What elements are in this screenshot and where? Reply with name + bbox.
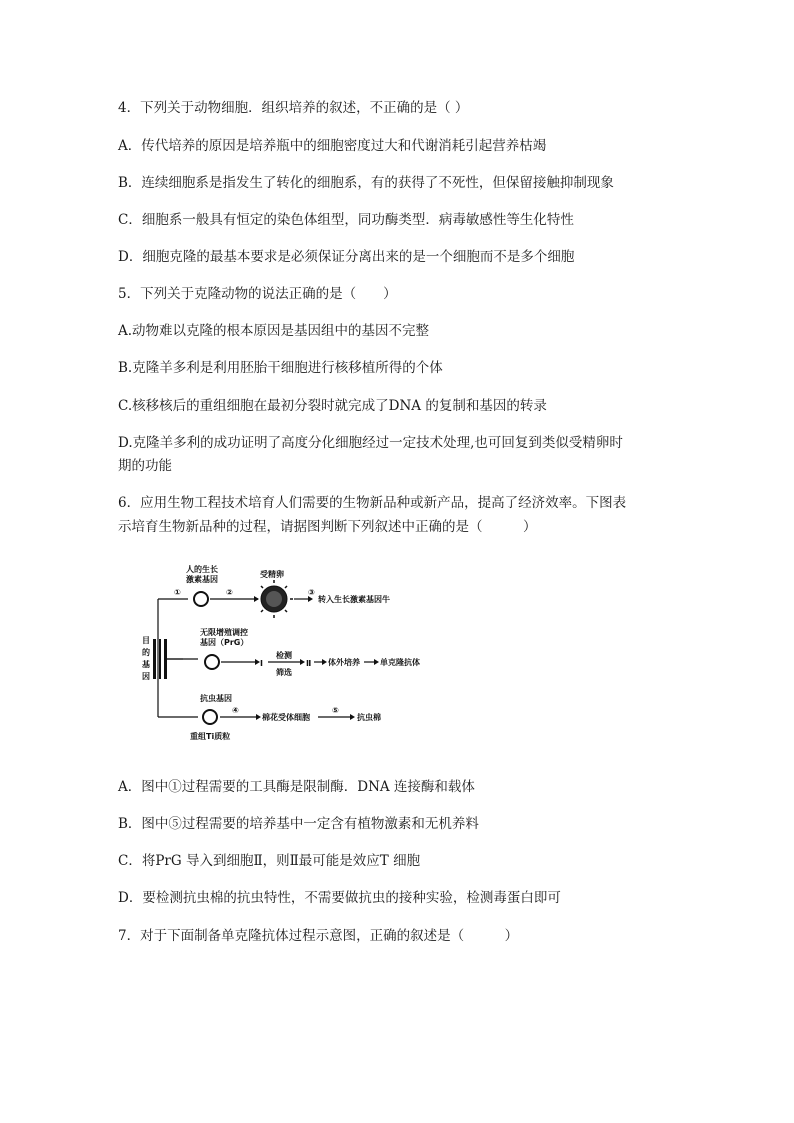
detect-label-2: 筛选 bbox=[276, 668, 292, 677]
q5-option-b: B.克隆羊多利是利用胚胎干细胞进行核移植所得的个体 bbox=[118, 360, 443, 376]
cotton-cell-label: 棉花受体细胞 bbox=[262, 713, 310, 722]
culture-label: 体外培养 bbox=[328, 658, 360, 667]
q6-option-b: B．图中⑤过程需要的培养基中一定含有植物激素和无机养料 bbox=[118, 816, 479, 832]
step-4-label: ④ bbox=[232, 706, 239, 715]
dna-fragment-bar-3 bbox=[164, 639, 167, 679]
prg-gene-label-1: 无限增殖调控 bbox=[200, 628, 248, 637]
arrow-step-4-head bbox=[256, 714, 261, 720]
q6-stem-line1: 6．应用生物工程技术培育人们需要的生物新品种或新产品，提高了经济效率。下图表 bbox=[118, 495, 627, 511]
step-1-label: ① bbox=[174, 588, 181, 597]
q6-option-a: A．图中①过程需要的工具酶是限制酶．DNA 连接酶和载体 bbox=[118, 779, 475, 795]
step-5-label: ⑤ bbox=[332, 706, 339, 715]
dna-fragment-bar-2 bbox=[159, 639, 161, 679]
arrow-to-mab-head bbox=[374, 659, 379, 665]
target-gene-char-4: 因 bbox=[142, 672, 150, 681]
gh-gene-label-1: 人的生长 bbox=[186, 565, 218, 574]
q5-stem: 5．下列关于克隆动物的说法正确的是（ ） bbox=[118, 286, 397, 302]
q4-stem: 4．下列关于动物细胞．组织培养的叙述，不正确的是（ ） bbox=[118, 100, 469, 116]
target-gene-char-1: 目 bbox=[142, 636, 150, 645]
q4-option-b: B．连续细胞系是指发生了转化的细胞系，有的获得了不死性，但保留接触抑制现象 bbox=[118, 175, 614, 191]
dna-fragment-bar-1 bbox=[153, 639, 156, 679]
fertilized-egg-nucleus bbox=[266, 591, 282, 607]
q7-stem: 7．对于下面制备单克隆抗体过程示意图，正确的叙述是（ ） bbox=[118, 928, 519, 944]
step-2-label: ② bbox=[226, 588, 233, 597]
bt-cotton-label: 抗虫棉 bbox=[357, 713, 381, 722]
q6-option-c: C．将PrG 导入到细胞Ⅱ，则Ⅱ最可能是效应T 细胞 bbox=[118, 853, 421, 869]
fertilized-egg-label: 受精卵 bbox=[260, 570, 284, 579]
prg-plasmid-icon bbox=[205, 655, 219, 669]
transgenic-cow-label: 转入生长激素基因牛 bbox=[318, 595, 390, 604]
ti-plasmid-icon bbox=[203, 710, 217, 724]
arrow-step-5-head bbox=[350, 714, 355, 720]
q6-option-d: D．要检测抗虫棉的抗虫特性，不需要做抗虫的接种实验，检测毒蛋白即可 bbox=[118, 890, 561, 906]
prg-gene-label-2: 基因（PrG） bbox=[200, 638, 249, 647]
q5-option-d-line2: 期的功能 bbox=[118, 458, 172, 474]
gh-plasmid-icon bbox=[194, 592, 208, 606]
q5-option-a: A.动物难以克隆的根本原因是基因组中的基因不完整 bbox=[118, 323, 430, 339]
target-gene-char-3: 基 bbox=[142, 660, 150, 669]
q6-stem-line2: 示培育生物新品种的过程，请据图判断下列叙述中正确的是（ ） bbox=[118, 519, 537, 535]
detect-label-1: 检测 bbox=[276, 651, 292, 660]
arrow-to-culture-head bbox=[322, 659, 327, 665]
breeding-process-diagram bbox=[138, 563, 438, 743]
cell-i-label: Ⅰ bbox=[260, 659, 263, 668]
q4-option-c: C．细胞系一般具有恒定的染色体组型，同功酶类型．病毒敏感性等生化特性 bbox=[118, 212, 574, 228]
mab-label: 单克隆抗体 bbox=[380, 658, 420, 667]
gh-gene-label-2: 激素基因 bbox=[186, 575, 218, 584]
cell-ii-label: Ⅱ bbox=[306, 659, 312, 668]
q5-option-d-line1: D.克隆羊多利的成功证明了高度分化细胞经过一定技术处理,也可回复到类似受精卵时 bbox=[118, 435, 623, 451]
arrow-detect-head bbox=[300, 659, 305, 665]
target-gene-char-2: 的 bbox=[142, 648, 150, 657]
step-3-label: ③ bbox=[308, 588, 315, 597]
q5-option-c: C.核移核后的重组细胞在最初分裂时就完成了DNA 的复制和基因的转录 bbox=[118, 398, 547, 414]
q4-option-d: D．细胞克隆的最基本要求是必须保证分离出来的是一个细胞而不是多个细胞 bbox=[118, 249, 575, 265]
ti-plasmid-label: 重组Ti质粒 bbox=[190, 732, 231, 741]
diagram-svg bbox=[138, 563, 438, 743]
bt-gene-label: 抗虫基因 bbox=[200, 694, 232, 703]
q4-option-a: A．传代培养的原因是培养瓶中的细胞密度过大和代谢消耗引起营养枯竭 bbox=[118, 138, 547, 154]
